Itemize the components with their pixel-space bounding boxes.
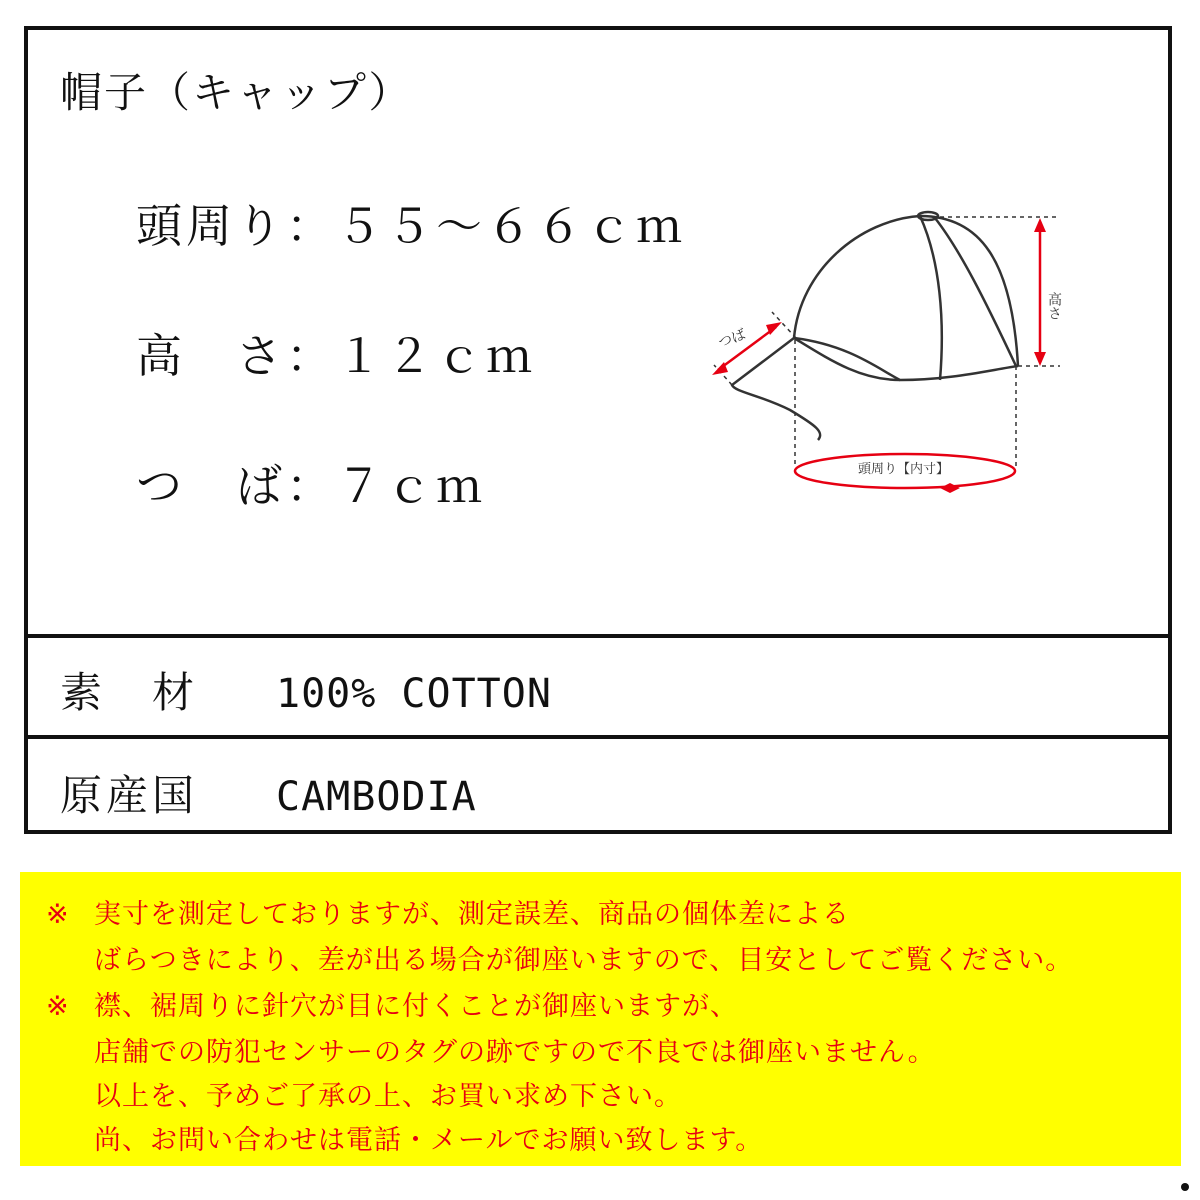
product-title: 帽子（キャップ） bbox=[60, 68, 413, 117]
note-text: 以上を、予めご了承の上、お買い求め下さい。 bbox=[94, 1081, 682, 1112]
spec-brim bbox=[136, 450, 486, 516]
origin-value: CAMBODIA bbox=[276, 774, 477, 820]
guide-lines bbox=[714, 217, 1060, 466]
material-row bbox=[60, 660, 552, 720]
notice-line bbox=[46, 984, 738, 1023]
note-mark: ※ bbox=[46, 899, 70, 930]
spec-value: ７ｃｍ bbox=[336, 459, 486, 513]
height-arrow bbox=[1034, 218, 1046, 366]
notice-line bbox=[46, 892, 850, 931]
height-label: 高さ bbox=[1046, 292, 1062, 320]
material-label: 素 材 bbox=[60, 668, 199, 717]
notice-line bbox=[94, 938, 1073, 977]
notice-box bbox=[20, 872, 1181, 1166]
divider bbox=[28, 634, 1168, 638]
note-text: ばらつきにより、差が出る場合が御座いますので、目安としてご覧ください。 bbox=[94, 945, 1074, 976]
divider bbox=[28, 735, 1168, 739]
spec-value: ５５～６６ｃｍ bbox=[336, 199, 686, 253]
note-mark: ※ bbox=[46, 991, 70, 1022]
note-text: 襟、裾周りに針穴が目に付くことが御座いますが、 bbox=[94, 991, 738, 1022]
origin-label: 原産国 bbox=[60, 771, 199, 820]
note-text: 尚、お問い合わせは電話・メールでお願い致します。 bbox=[94, 1125, 764, 1156]
spec-value: １２ｃｍ bbox=[336, 329, 536, 383]
notice-line bbox=[94, 1030, 936, 1069]
notice-line bbox=[94, 1118, 763, 1157]
origin-row bbox=[60, 763, 477, 823]
corner-dot bbox=[1181, 1183, 1189, 1191]
spec-label: 頭周り： bbox=[136, 199, 336, 253]
spec-label: 高 さ： bbox=[136, 329, 336, 383]
note-text: 店舗での防犯センサーのタグの跡ですので不良では御座いません。 bbox=[94, 1037, 936, 1068]
material-value: 100% COTTON bbox=[276, 671, 552, 717]
brim-label: つば bbox=[716, 326, 749, 352]
spec-label: つ ば： bbox=[136, 459, 336, 513]
spec-height bbox=[136, 320, 536, 386]
circumference-label: 頭周り【内寸】 bbox=[858, 462, 950, 477]
notice-line bbox=[94, 1074, 682, 1113]
spec-head-circumference bbox=[136, 190, 686, 256]
cap-diagram bbox=[690, 190, 1090, 510]
note-text: 実寸を測定しておりますが、測定誤差、商品の個体差による bbox=[94, 899, 850, 930]
